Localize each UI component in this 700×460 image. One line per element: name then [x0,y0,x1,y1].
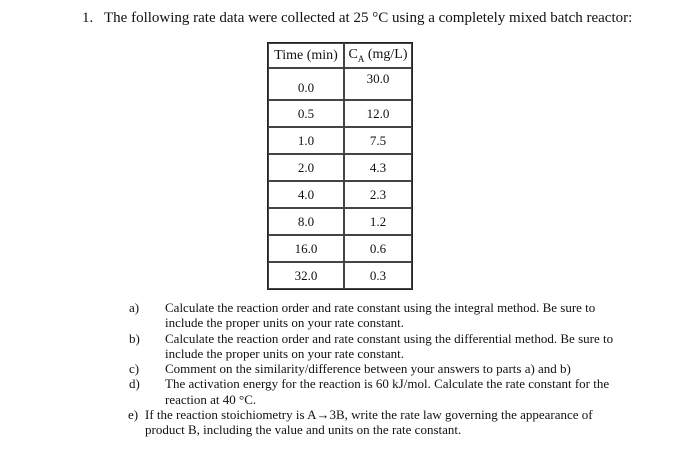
time-cell: 2.0 [268,154,344,181]
concentration-cell: 4.3 [344,154,412,181]
part-a [0,300,700,331]
concentration-cell: 12.0 [344,100,412,127]
question-intro: The following rate data were collected at 25 °C using a completely mixed batch reactor: [104,10,633,26]
table-row [268,154,412,181]
table-row [268,68,412,100]
question-number: 1. [82,10,94,26]
time-cell: 0.5 [268,100,344,127]
time-cell: 8.0 [268,208,344,235]
part-text: The activation energy for the reaction is 60 kJ/mol. Calculate the rate constant for the reaction at 40 °C. [165,376,610,407]
concentration-cell: 2.3 [344,181,412,208]
table-row [268,181,412,208]
table-row [268,262,412,289]
part-letter: c) [129,361,140,377]
time-cell: 16.0 [268,235,344,262]
table-row [268,235,412,262]
part-c [0,361,700,376]
time-column-header: Time (min) [268,43,344,68]
concentration-cell: 0.3 [344,262,412,289]
concentration-cell: 1.2 [344,208,412,235]
question-parts [0,300,700,438]
concentration-column-header [344,43,412,68]
concentration-subscript: A [357,53,365,64]
concentration-cell: 7.5 [344,127,412,154]
table-row [268,127,412,154]
part-letter: e) [128,407,139,423]
table-row [268,100,412,127]
concentration-cell: 30.0 [344,68,412,100]
concentration-cell: 0.6 [344,235,412,262]
time-cell: 0.0 [268,68,344,100]
part-letter: d) [129,376,140,392]
question-header [82,10,632,27]
table-row [268,208,412,235]
part-b [0,331,700,362]
part-e [0,407,700,438]
part-text: Calculate the reaction order and rate constant using the integral method. Be sure to include the proper units on your rate constant. [165,300,596,331]
part-letter: a) [129,300,140,315]
part-text: Calculate the reaction order and rate constant using the differential method. Be sure to include the proper units on your rate constant. [165,330,614,361]
concentration-unit: (mg/L) [364,47,408,63]
part-text: If the reaction stoichiometry is A→3B, write the rate law governing the appearance of product B, including the value and units on the rate constant. [145,407,593,438]
time-cell: 4.0 [268,181,344,208]
part-letter: b) [129,330,140,346]
time-cell: 32.0 [268,262,344,289]
concentration-symbol: C [348,47,358,63]
time-cell: 1.0 [268,127,344,154]
part-text: Comment on the similarity/difference between your answers to parts a) and b) [165,361,571,377]
part-d [0,376,700,407]
table-header-row [268,43,412,68]
rate-data-table [267,42,413,290]
